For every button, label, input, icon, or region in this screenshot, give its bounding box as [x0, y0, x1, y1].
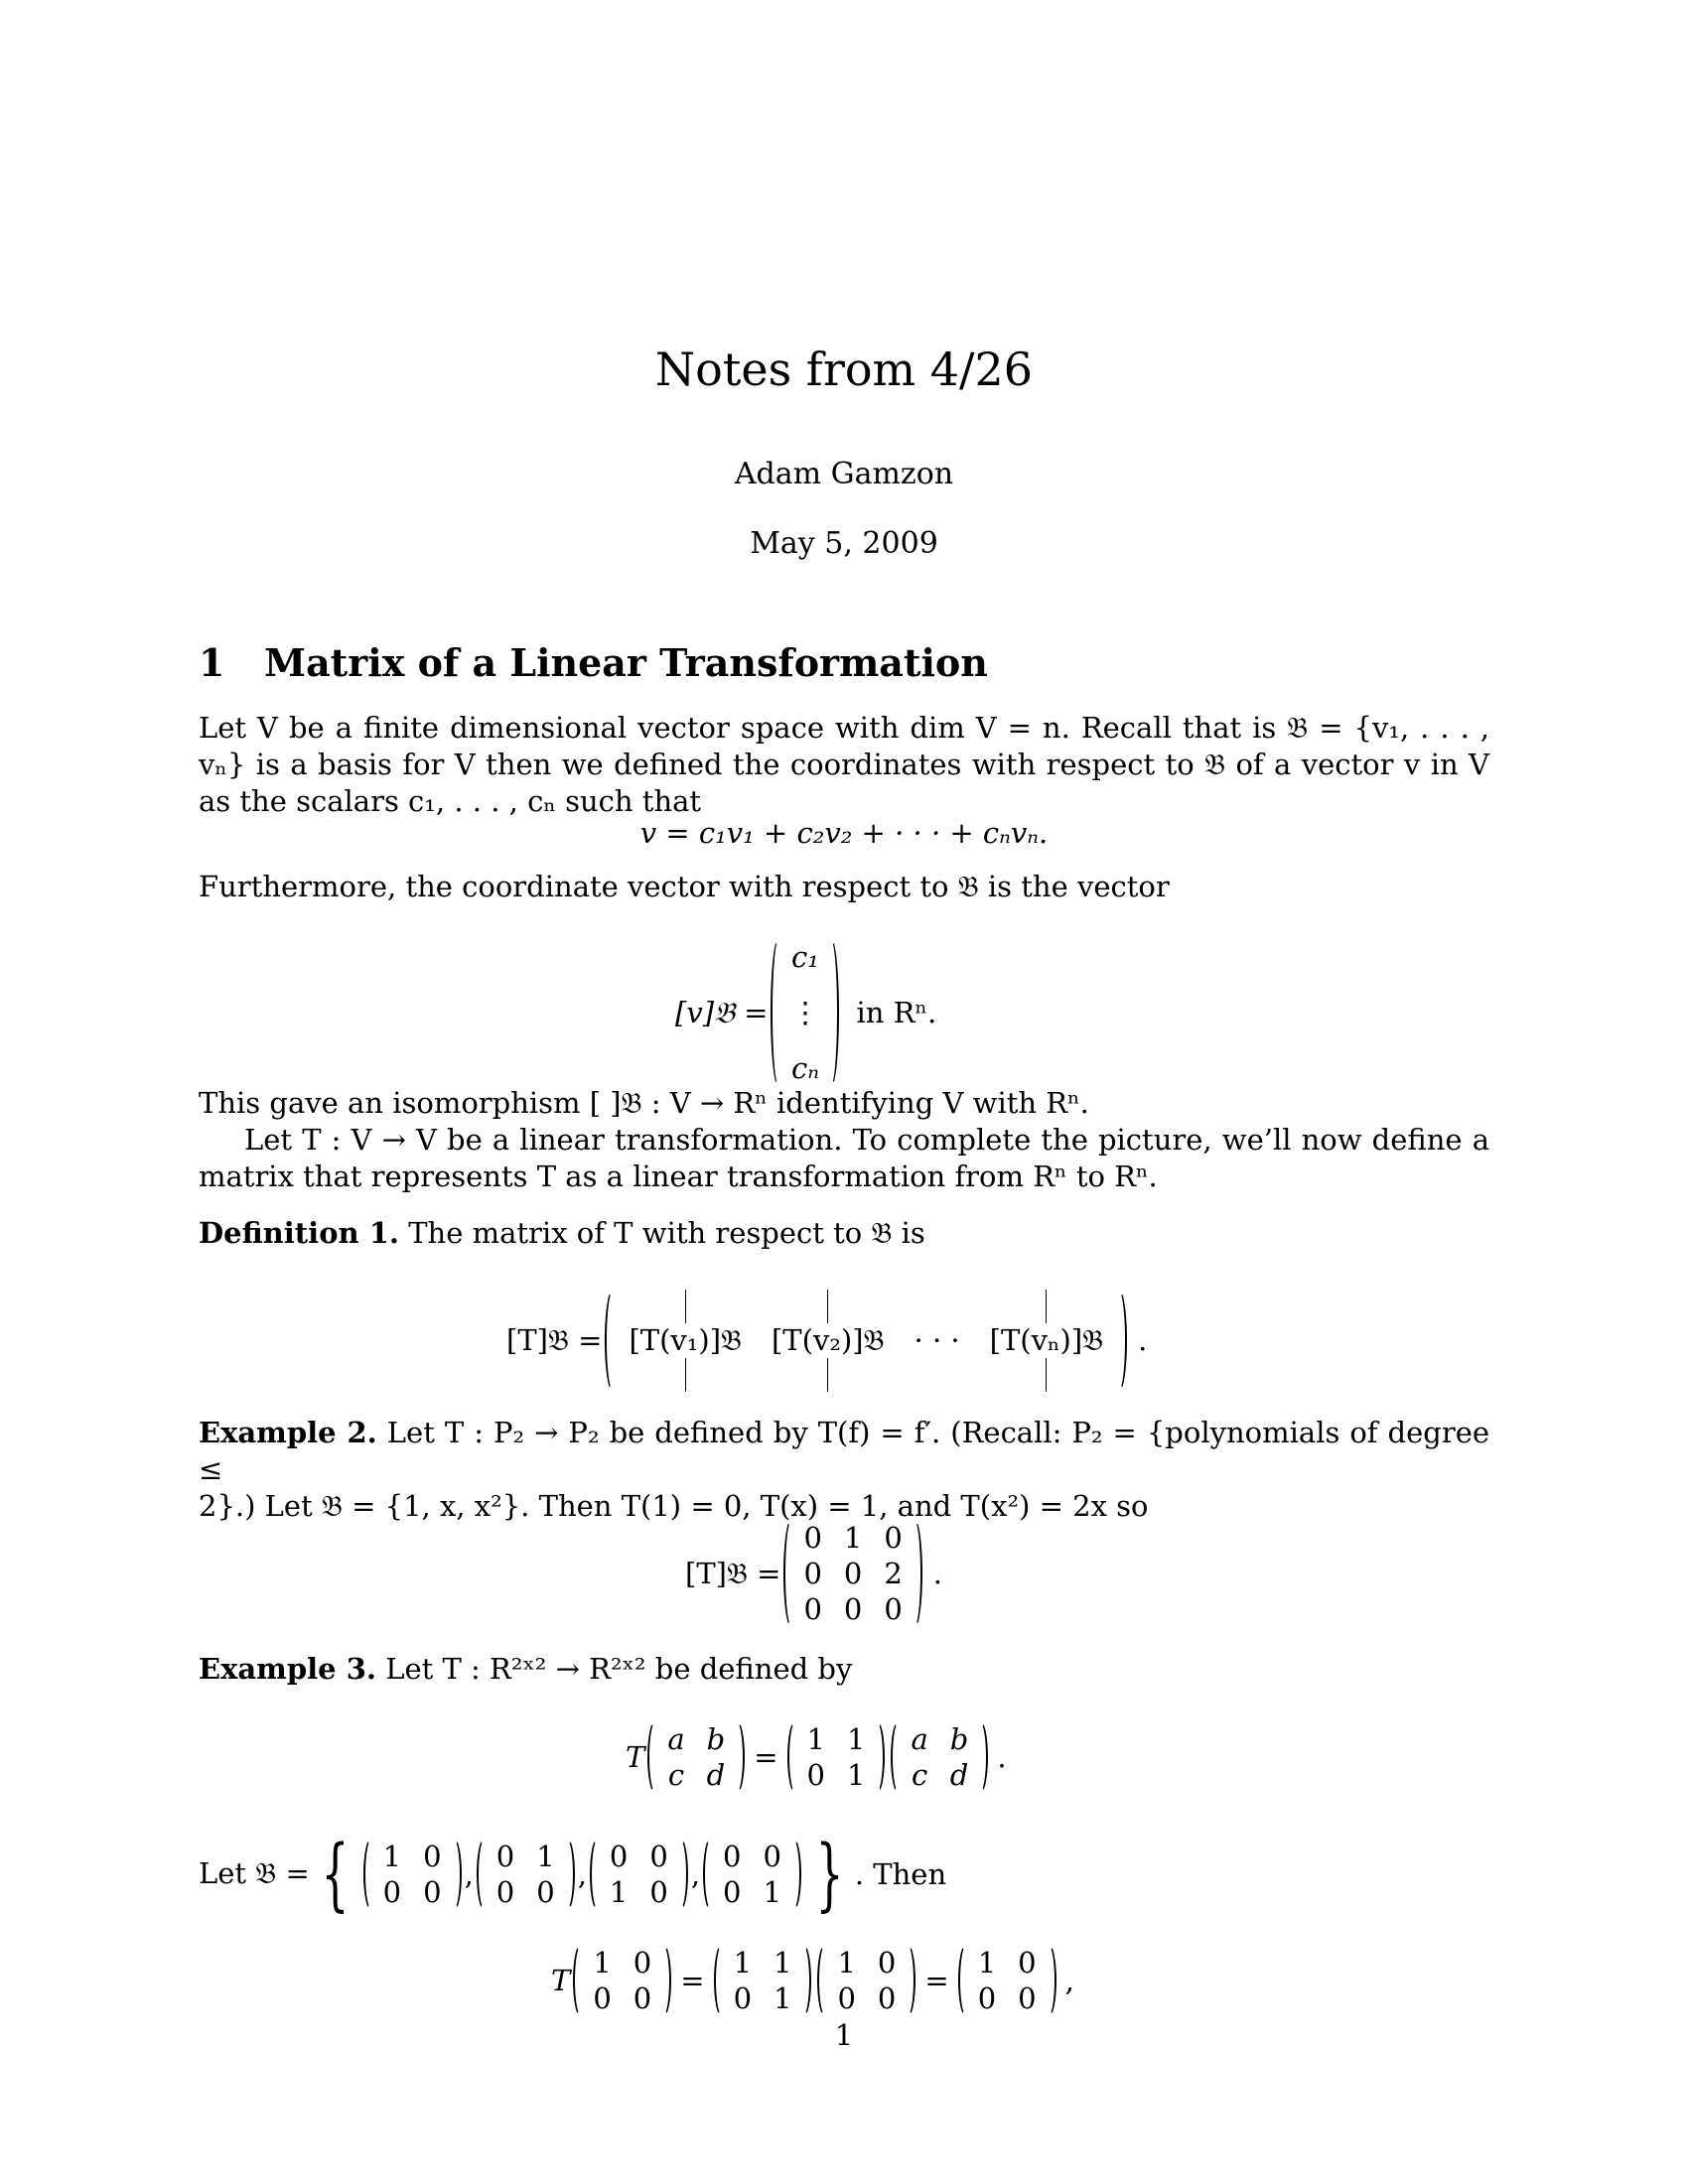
matrix-entry: 0	[593, 1981, 612, 2015]
matrix-2x2	[647, 1720, 745, 1794]
matrix-entry: d	[949, 1758, 969, 1792]
paragraph-intro: Let V be a finite dimensional vector space with dim V = n. Recall that is 𝔅 = {v₁, . . . , vₙ} is a basis for V then we defined the coordinates with respect to 𝔅 of a vector v in V as the scalars c₁, . . . , cₙ such that	[199, 711, 1489, 818]
matrix-entry: 1	[806, 1722, 825, 1756]
basis-suffix: . Then	[854, 1856, 947, 1891]
example-text: Let T : R²ˣ² → R²ˣ² be defined by	[385, 1652, 853, 1686]
matrix-entry: 1	[609, 1874, 629, 1909]
matrix-entry: 0	[382, 1874, 402, 1909]
equals-sign: =	[680, 1964, 705, 1997]
matrix-entry: 0	[806, 1758, 825, 1792]
definition-1	[199, 1216, 925, 1251]
basis-definition: Let 𝔅 = { 1 0 0 0 , 0 1 0 0 , 0 0 1 0 , 0 0 0 1 } . Then	[199, 1827, 947, 1920]
section-heading	[199, 640, 988, 685]
page-title: Notes from 4/26	[654, 342, 1034, 396]
matrix-entry: 1	[846, 1722, 866, 1756]
definition-text: The matrix of T with respect to 𝔅 is	[408, 1216, 925, 1250]
T-symbol: T	[551, 1964, 571, 1997]
matrix-entry: 2	[884, 1557, 903, 1590]
paragraph-linear-transformation: Let T : V → V be a linear transformation. To complete the picture, we’ll now define a matrix that represents T as a linear transformation from Rⁿ to Rⁿ.	[199, 1123, 1489, 1193]
eq2-lhs: [v]𝔅 =	[675, 995, 769, 1029]
matrix-entry: 0	[803, 1521, 822, 1555]
example-label: Example 3.	[199, 1652, 376, 1686]
matrix-entry: 0	[977, 1981, 997, 2015]
matrix-entry: 0	[877, 1946, 897, 1979]
example-text-line1: Let T : P₂ → P₂ be defined by T(f) = f′. (Recall: P₂ = {polynomials of degree ≤	[199, 1416, 1490, 1486]
matrix-2x2	[958, 1944, 1056, 2017]
vector-entry: cₙ	[790, 1051, 819, 1085]
matrix-entry: 1	[837, 1946, 856, 1979]
matrix-entry: 0	[803, 1557, 822, 1590]
example-text-line2: 2}.) Let 𝔅 = {1, x, x²}. Then T(1) = 0, T(x) = 1, and T(x²) = 2x so	[199, 1489, 1149, 1523]
matrix-entry: c	[911, 1758, 928, 1792]
equation-matrix-definition	[506, 1281, 1147, 1400]
matrix-entry: 0	[843, 1592, 863, 1626]
matrix-entry: c	[667, 1758, 685, 1792]
matrix-entry: 0	[884, 1592, 903, 1626]
basis-prefix: Let 𝔅 =	[199, 1856, 310, 1890]
basis-matrix	[363, 1838, 462, 1911]
trail-punct: .	[932, 1557, 943, 1590]
matrix-entry: 0	[633, 1946, 652, 1979]
right-brace-icon: }	[815, 1827, 844, 1920]
equation-derivative-matrix	[685, 1514, 942, 1633]
matrix-entry: 0	[633, 1981, 652, 2015]
matrix-entry: a	[911, 1722, 928, 1756]
matrix-entry: 0	[609, 1839, 629, 1873]
paragraph-coordinate-vector: Furthermore, the coordinate vector with respect to 𝔅 is the vector	[199, 870, 1170, 903]
def-lhs: [T]𝔅 =	[506, 1322, 603, 1357]
ex2-lhs: [T]𝔅 =	[685, 1556, 781, 1590]
example-2	[199, 1415, 1489, 1525]
matrix-entry: 0	[723, 1874, 742, 1909]
section-title: Matrix of a Linear Transformation	[264, 640, 988, 685]
matrix-entry: d	[706, 1758, 726, 1792]
date: May 5, 2009	[750, 526, 938, 561]
matrix-2x2	[787, 1720, 886, 1794]
matrix-entry: 1	[763, 1874, 781, 1909]
column-vector	[771, 938, 839, 1087]
matrix-entry: b	[949, 1722, 969, 1756]
left-brace-icon: {	[321, 1827, 350, 1920]
example-label: Example 2.	[199, 1416, 377, 1449]
matrix-entry: 0	[649, 1874, 668, 1909]
matrix-entry: 1	[774, 1981, 792, 2015]
paragraph-isomorphism: This gave an isomorphism [ ]𝔅 : V → Rⁿ identifying V with Rⁿ.	[199, 1086, 1089, 1120]
matrix-2x2	[714, 1944, 812, 2017]
trail-punct: .	[997, 1740, 1007, 1774]
equation-transformation-definition	[626, 1712, 1007, 1802]
basis-matrix	[590, 1838, 688, 1911]
matrix-column: [T(vₙ)]𝔅	[989, 1322, 1104, 1357]
matrix-entry: b	[706, 1722, 726, 1756]
example-3	[199, 1652, 852, 1686]
trail-punct: .	[1138, 1323, 1148, 1357]
column-matrix	[605, 1290, 1127, 1392]
matrix-entry: 1	[733, 1946, 753, 1979]
matrix-2x2	[891, 1720, 988, 1794]
matrix-entry: 1	[774, 1946, 792, 1979]
basis-matrix	[703, 1838, 801, 1911]
eq2-rhs: in Rⁿ.	[856, 996, 937, 1029]
matrix-entry: 1	[536, 1839, 555, 1873]
matrix-entry: 0	[884, 1521, 903, 1555]
equation-coordinates: v = c₁v₁ + c₂v₂ + · · · + cₙvₙ.	[639, 816, 1049, 850]
matrix-entry: a	[667, 1722, 685, 1756]
equals-sign: =	[924, 1964, 949, 1997]
matrix-entry: 0	[1018, 1981, 1037, 2015]
section-number: 1	[199, 640, 225, 685]
matrix-entry: 0	[423, 1839, 442, 1873]
matrix-entry: 0	[423, 1874, 442, 1909]
page-number: 1	[834, 2018, 854, 2052]
definition-label: Definition 1.	[199, 1216, 399, 1250]
T-symbol: T	[626, 1740, 645, 1774]
matrix-entry: 1	[843, 1521, 863, 1555]
vector-entry: ⋮	[790, 996, 820, 1029]
matrix-2x2	[573, 1944, 671, 2017]
matrix-entry: 0	[495, 1874, 515, 1909]
matrix-entry: 0	[536, 1874, 555, 1909]
matrix-ellipsis: · · ·	[914, 1323, 960, 1357]
matrix-entry: 0	[733, 1981, 753, 2015]
matrix-2x2	[817, 1944, 915, 2017]
matrix-entry: 0	[1018, 1946, 1037, 1979]
equation-basis-image	[551, 1936, 1074, 2025]
matrix-entry: 1	[977, 1946, 997, 1979]
matrix-entry: 0	[877, 1981, 897, 2015]
matrix-column: [T(v₂)]𝔅	[771, 1322, 885, 1357]
equals-sign: =	[754, 1740, 778, 1774]
matrix-entry: 1	[846, 1758, 866, 1792]
matrix-entry: 0	[803, 1592, 822, 1626]
matrix-entry: 0	[837, 1981, 856, 2015]
matrix-entry: 0	[495, 1839, 515, 1873]
matrix-entry: 0	[649, 1839, 668, 1873]
trail-punct: ,	[1064, 1964, 1074, 1997]
matrix-3x3	[783, 1519, 921, 1628]
equation-coordinate-vector	[675, 923, 936, 1102]
basis-matrix	[477, 1838, 575, 1911]
matrix-column: [T(v₁)]𝔅	[629, 1322, 742, 1357]
matrix-entry: 0	[723, 1839, 742, 1873]
matrix-entry: 1	[593, 1946, 612, 1979]
vector-entry: c₁	[791, 940, 819, 974]
matrix-entry: 1	[382, 1839, 402, 1873]
matrix-entry: 0	[763, 1839, 781, 1873]
matrix-entry: 0	[843, 1557, 863, 1590]
author: Adam Gamzon	[734, 457, 954, 491]
